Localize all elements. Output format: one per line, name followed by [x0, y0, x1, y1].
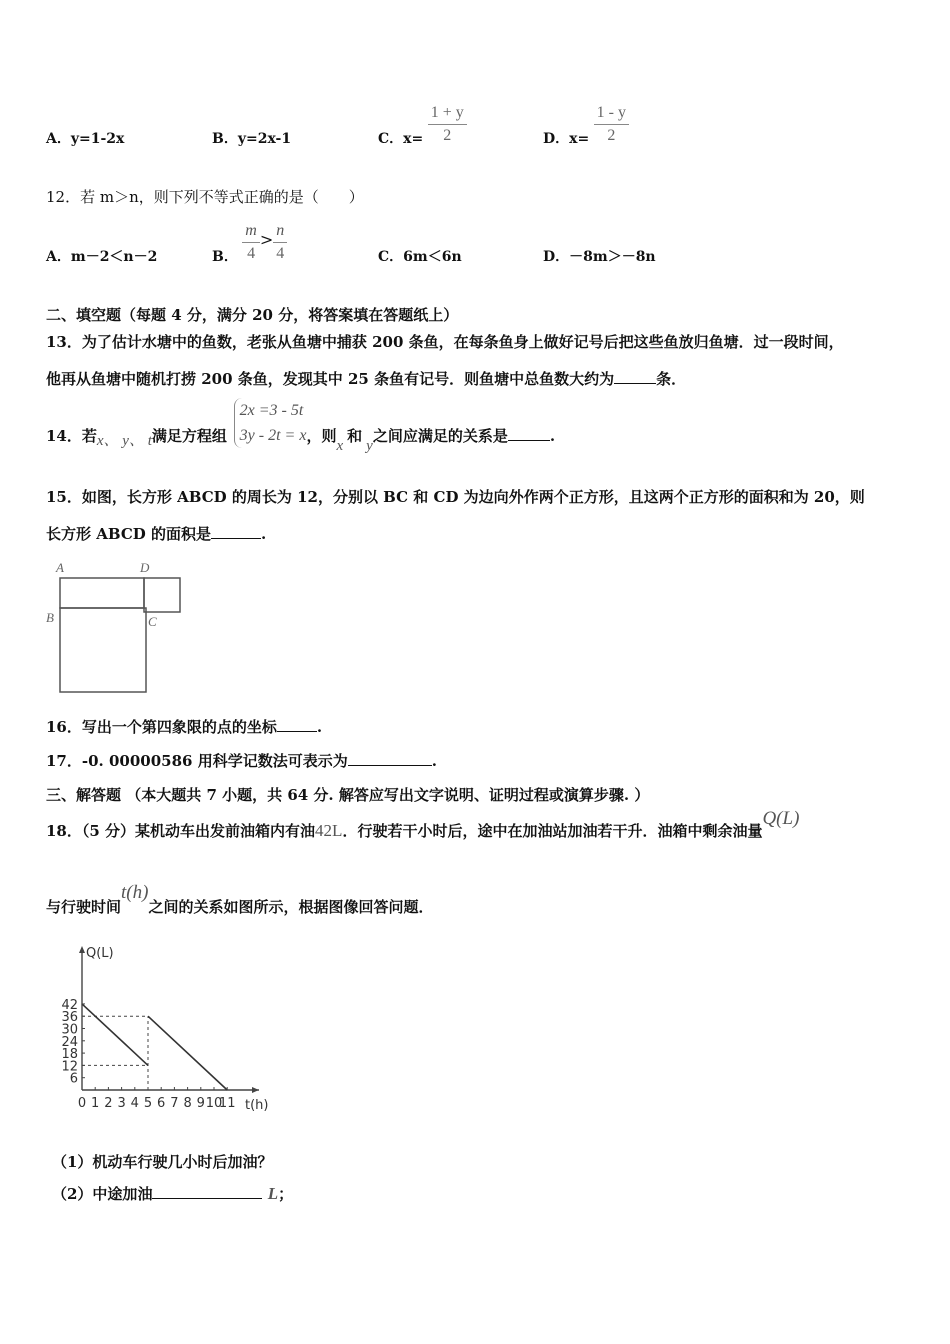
fraction — [428, 102, 467, 147]
rectangle-figure — [44, 558, 189, 698]
q11-option-a — [46, 128, 124, 148]
answer-blank[interactable] — [508, 426, 550, 441]
y-tick-label: 12 — [61, 1059, 78, 1075]
q18-text: 之间的关系如图所示，根据图像回答问题． — [148, 898, 434, 916]
q18-sub1: （1）机动车行驶几小时后加油？ — [52, 1153, 273, 1171]
fraction-numerator: n — [273, 220, 287, 243]
series-line-segment2 — [148, 1016, 227, 1090]
fraction-denominator: 2 — [443, 127, 452, 144]
equation-system — [234, 398, 307, 448]
fuel-amount: 42L — [315, 821, 343, 840]
q12-option-d — [543, 246, 656, 266]
x-axis-arrow — [252, 1087, 259, 1093]
x-tick-label: 11 — [218, 1096, 236, 1111]
rectangle-abcd — [60, 578, 144, 608]
square-on-bc — [60, 608, 146, 692]
q12-stem: 12．若 m＞n，则下列不等式正确的是（ ） — [46, 188, 364, 206]
q12-option-c — [378, 246, 462, 266]
x-tick-label: 6 — [157, 1096, 166, 1111]
unit-l: L — [267, 1184, 279, 1203]
option-text: y=1-2x — [70, 131, 125, 147]
option-label: C． — [378, 131, 404, 147]
q18-sub2-end: ； — [278, 1185, 294, 1203]
option-label: C． — [378, 249, 404, 265]
q14-vars: x、 y、 t — [96, 433, 152, 449]
answer-blank[interactable] — [277, 717, 317, 732]
x-tick-label: 1 — [91, 1096, 100, 1111]
label-c: C — [148, 614, 157, 629]
option-label: A． — [46, 131, 71, 147]
fraction-numerator: 1 - y — [594, 102, 629, 125]
x-tick-label: 3 — [117, 1096, 126, 1111]
q11-option-b — [212, 128, 291, 148]
t-of-h: t(h) — [121, 882, 149, 903]
q18-line1 — [46, 808, 800, 840]
answer-blank[interactable] — [211, 524, 261, 539]
q16-end: . — [316, 718, 323, 736]
x-tick-label: 10 — [205, 1096, 223, 1111]
x-tick-label: 4 — [130, 1096, 139, 1111]
x-tick-label: 0 — [77, 1096, 87, 1111]
option-label: B． — [212, 249, 238, 265]
section2-heading: 二、填空题（每题 4 分，满分 20 分，将答案填在答题纸上） — [46, 306, 459, 324]
q15-text-end: . — [261, 525, 267, 543]
q12-option-b — [212, 220, 287, 265]
var-y: y — [366, 438, 373, 454]
q17-end: . — [431, 752, 437, 770]
y-tick-label: 36 — [61, 1010, 78, 1026]
fraction-numerator: m — [242, 220, 260, 243]
greater-than-sign: > — [259, 230, 274, 249]
equation-1: 2x =3 - 5t — [239, 402, 304, 419]
label-a: A — [56, 560, 64, 575]
x-tick-label: 9 — [196, 1096, 205, 1111]
fraction-denominator: 4 — [247, 245, 256, 262]
option-label: D． — [543, 249, 570, 265]
option-label: A． — [46, 249, 71, 265]
option-text: 6m＜6n — [403, 249, 462, 265]
q11-option-d — [543, 102, 629, 147]
q15-line1: 15．如图，长方形 ABCD 的周长为 12，分别以 BC 和 CD 为边向外作两个正方形，且这两个正方形的面积和为 20，则 — [46, 488, 865, 506]
x-tick-label: 7 — [170, 1096, 179, 1111]
y-tick-label: 30 — [61, 1022, 78, 1038]
q14-and: 和 — [347, 427, 363, 445]
x-tick-label: 8 — [183, 1096, 192, 1111]
x-tick-label: 5 — [143, 1096, 153, 1111]
y-axis-arrow — [79, 946, 85, 953]
option-text: m－2＜n－2 — [70, 249, 158, 265]
section3-heading: 三、解答题 （本大题共 7 小题，共 64 分. 解答应写出文字说明、证明过程或演算步骤. ） — [46, 786, 650, 804]
y-tick-label: 42 — [61, 997, 78, 1013]
x-tick-label: 2 — [104, 1096, 113, 1111]
fraction-numerator: 1 + y — [428, 102, 467, 125]
var-x: x — [336, 438, 344, 454]
q18-sub2-text: （2）中途加油 — [52, 1185, 153, 1203]
label-b: B — [46, 610, 54, 625]
x-axis-label: t(h) — [245, 1098, 269, 1113]
q16 — [46, 716, 322, 737]
option-label: D． — [543, 131, 570, 147]
square-on-cd — [144, 578, 180, 612]
q17-text: 17．-0. 00000586 用科学记数法可表示为 — [46, 752, 348, 770]
q14-then: ，则 — [306, 427, 337, 445]
answer-blank[interactable] — [348, 751, 432, 766]
y-tick-label: 24 — [61, 1034, 78, 1050]
q14-end: . — [549, 427, 556, 445]
option-text: y=2x-1 — [237, 131, 292, 147]
fraction-m-over-4 — [242, 220, 260, 265]
y-axis-label: Q(L) — [86, 946, 114, 961]
fraction-denominator: 4 — [276, 245, 285, 262]
q18-text: 与行驶时间 — [46, 898, 122, 916]
fraction — [594, 102, 629, 147]
q17 — [46, 750, 437, 771]
q13-text: 他再从鱼塘中随机打捞 200 条鱼，发现其中 25 条鱼有记号．则鱼塘中总鱼数大约为 — [46, 370, 615, 388]
q14-suffix: 之间应满足的关系是 — [372, 427, 508, 445]
option-label: B． — [212, 131, 238, 147]
q13-line1: 13．为了估计水塘中的鱼数，老张从鱼塘中捕获 200 条鱼，在每条鱼身上做好记号后把这些鱼放归鱼塘．过一段时间， — [46, 333, 844, 351]
option-text: －8m＞－8n — [569, 249, 656, 265]
fuel-chart — [50, 940, 320, 1125]
q14-mid: 满足方程组 — [151, 427, 227, 445]
q14 — [46, 398, 556, 454]
series-line-segment1 — [82, 1004, 148, 1066]
q15-line2 — [46, 523, 266, 544]
q14-prefix: 14．若 — [46, 427, 97, 445]
label-d: D — [140, 560, 150, 575]
q18-text: 18．（5 分）某机动车出发前油箱内有油 — [46, 822, 316, 840]
q16-text: 16．写出一个第四象限的点的坐标 — [46, 718, 277, 736]
q15-text: 长方形 ABCD 的面积是 — [46, 525, 211, 543]
option-prefix: x= — [403, 131, 424, 147]
q13-text-end: 条． — [656, 370, 687, 388]
y-tick-label: 6 — [69, 1071, 78, 1087]
q18-line2 — [46, 882, 434, 916]
q13-line2 — [46, 368, 686, 389]
fraction-denominator: 2 — [607, 127, 616, 144]
y-tick-label: 18 — [61, 1047, 78, 1063]
q18-sub2 — [52, 1183, 293, 1204]
q18-text: ．行驶若干小时后，途中在加油站加油若干升．油箱中剩余油量 — [342, 822, 763, 840]
q12-option-a — [46, 246, 157, 266]
option-prefix: x= — [569, 131, 590, 147]
q-of-l: Q(L) — [762, 808, 800, 829]
q11-option-c — [378, 102, 467, 147]
fraction-n-over-4 — [273, 220, 287, 265]
answer-blank[interactable] — [614, 369, 656, 384]
equation-2: 3y - 2t = x — [239, 427, 307, 444]
answer-blank[interactable] — [152, 1184, 262, 1199]
